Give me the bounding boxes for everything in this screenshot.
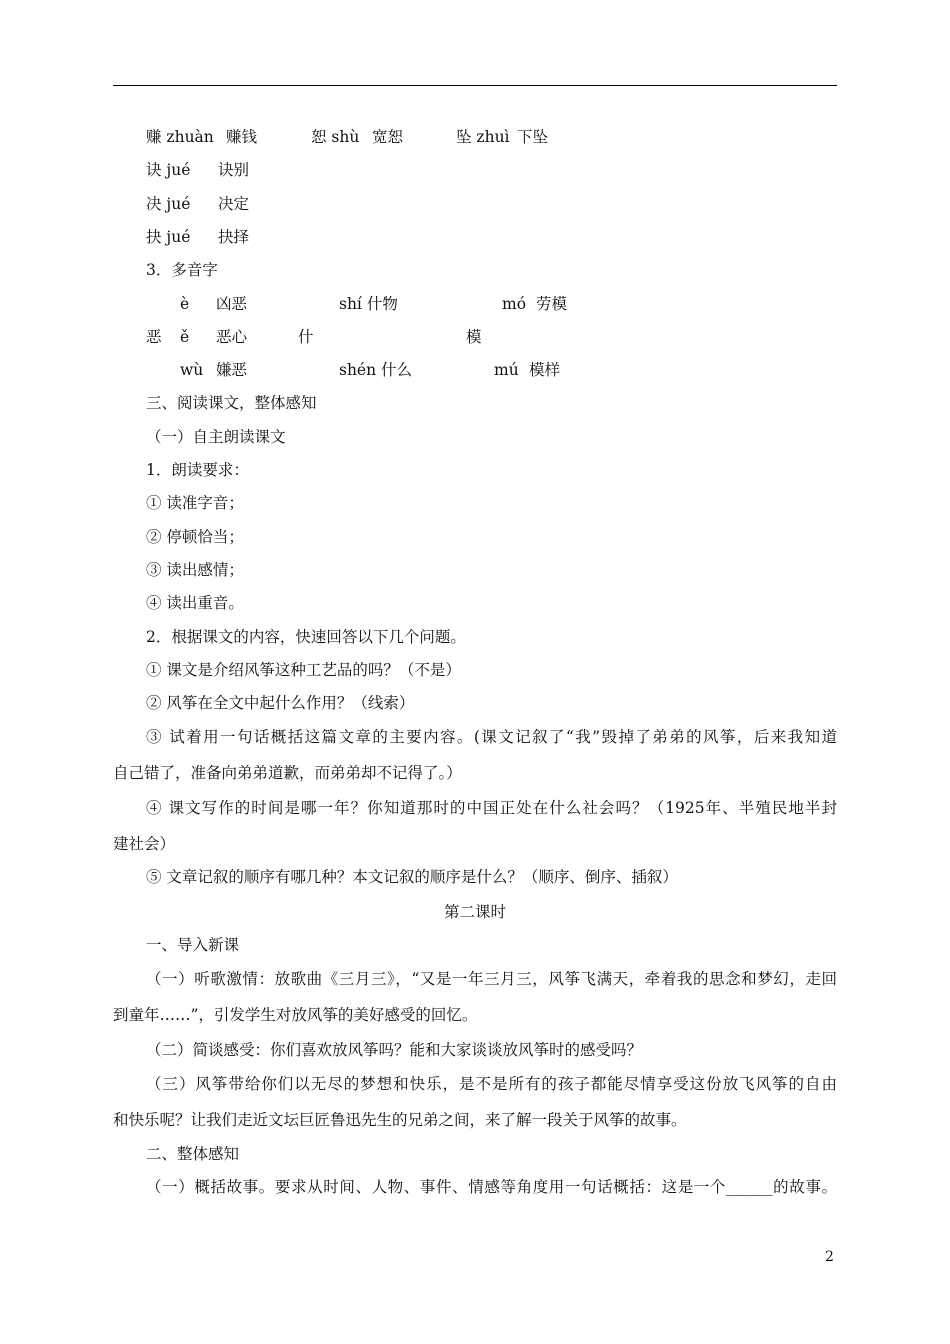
poly-cell: 恶 [146,328,162,346]
poly-cell: shí 什物 [339,295,398,313]
question: ③ 试着用一句话概括这篇文章的主要内容。(课文记叙了“我”毁掉了弟弟的风筝，后来我知道 [146,728,837,746]
poly-cell: 恶心 [216,328,248,346]
section-heading: 三、阅读课文，整体感知 [146,394,317,412]
vocab-word: 下坠 [517,128,549,146]
poly-cell: shén 什么 [339,361,413,379]
poly-cell: 劳模 [536,295,568,313]
poly-cell: mó [502,295,527,313]
poly-cell: è [180,295,190,313]
question: ① 课文是介绍风筝这种工艺品的吗？（不是） [146,661,461,679]
list-item: ④ 读出重音。 [146,594,244,612]
page-number: 2 [825,1249,834,1265]
lesson-title: 第二课时 [443,903,506,921]
question-continuation: 建社会） [113,835,176,853]
poly-cell: 凶恶 [216,295,248,313]
poly-cell: ě [180,328,190,346]
vocab-word: 诀 jué [146,161,191,179]
vocab-word: 诀别 [218,161,250,179]
list-heading: 2．根据课文的内容，快速回答以下几个问题。 [146,628,466,646]
header-rule [113,85,837,86]
vocab-word: 赚 zhuàn [146,128,214,146]
question: ② 风筝在全文中起什么作用？（线索） [146,694,415,712]
paragraph: （二）简谈感受：你们喜欢放风筝吗？能和大家谈谈放风筝时的感受吗？ [146,1041,643,1059]
poly-cell: 模 [466,328,482,346]
vocab-word: 宽恕 [372,128,404,146]
vocab-word: 赚钱 [226,128,258,146]
vocab-word: 抉择 [218,228,250,246]
paragraph: （三）风筝带给你们以无尽的梦想和快乐，是不是所有的孩子都能尽情享受这份放飞风筝的自由 [146,1075,837,1093]
question: ⑤ 文章记叙的顺序有哪几种？本文记叙的顺序是什么？（顺序、倒序、插叙） [146,868,678,886]
question: ④ 课文写作的时间是哪一年？你知道那时的中国正处在什么社会吗？（1925年、半殖民地半封 [146,799,837,817]
section-heading: 二、整体感知 [146,1145,240,1163]
section-heading: 一、导入新课 [146,936,240,954]
section-heading: 3．多音字 [146,261,218,279]
paragraph-continuation: 到童年……”，引发学生对放风筝的美好感受的回忆。 [113,1006,478,1024]
poly-cell: 什 [298,328,314,346]
poly-cell: 嫌恶 [216,361,248,379]
subsection-heading: （一）自主朗读课文 [146,428,286,446]
list-heading: 1．朗读要求： [146,461,249,479]
vocab-word: 坠 zhuì [456,128,510,146]
vocab-word: 恕 shù [311,128,360,146]
paragraph: （一）听歌激情：放歌曲《三月三》，“又是一年三月三，风筝飞满天，牵着我的思念和梦幻，走回 [146,970,837,988]
vocab-word: 抉 jué [146,228,191,246]
paragraph: （一）概括故事。要求从时间、人物、事件、情感等角度用一句话概括：这是一个______的故事。 [146,1178,837,1196]
paragraph-continuation: 和快乐呢？让我们走近文坛巨匠鲁迅先生的兄弟之间，来了解一段关于风筝的故事。 [113,1111,687,1129]
poly-cell: wù [180,361,204,379]
poly-cell: mú [494,361,519,379]
question-continuation: 自己错了，准备向弟弟道歉，而弟弟却不记得了。） [113,764,462,782]
vocab-word: 决定 [218,195,250,213]
list-item: ② 停顿恰当； [146,528,244,546]
list-item: ① 读准字音； [146,494,244,512]
vocab-word: 决 jué [146,195,191,213]
list-item: ③ 读出感情； [146,561,244,579]
poly-cell: 模样 [529,361,561,379]
